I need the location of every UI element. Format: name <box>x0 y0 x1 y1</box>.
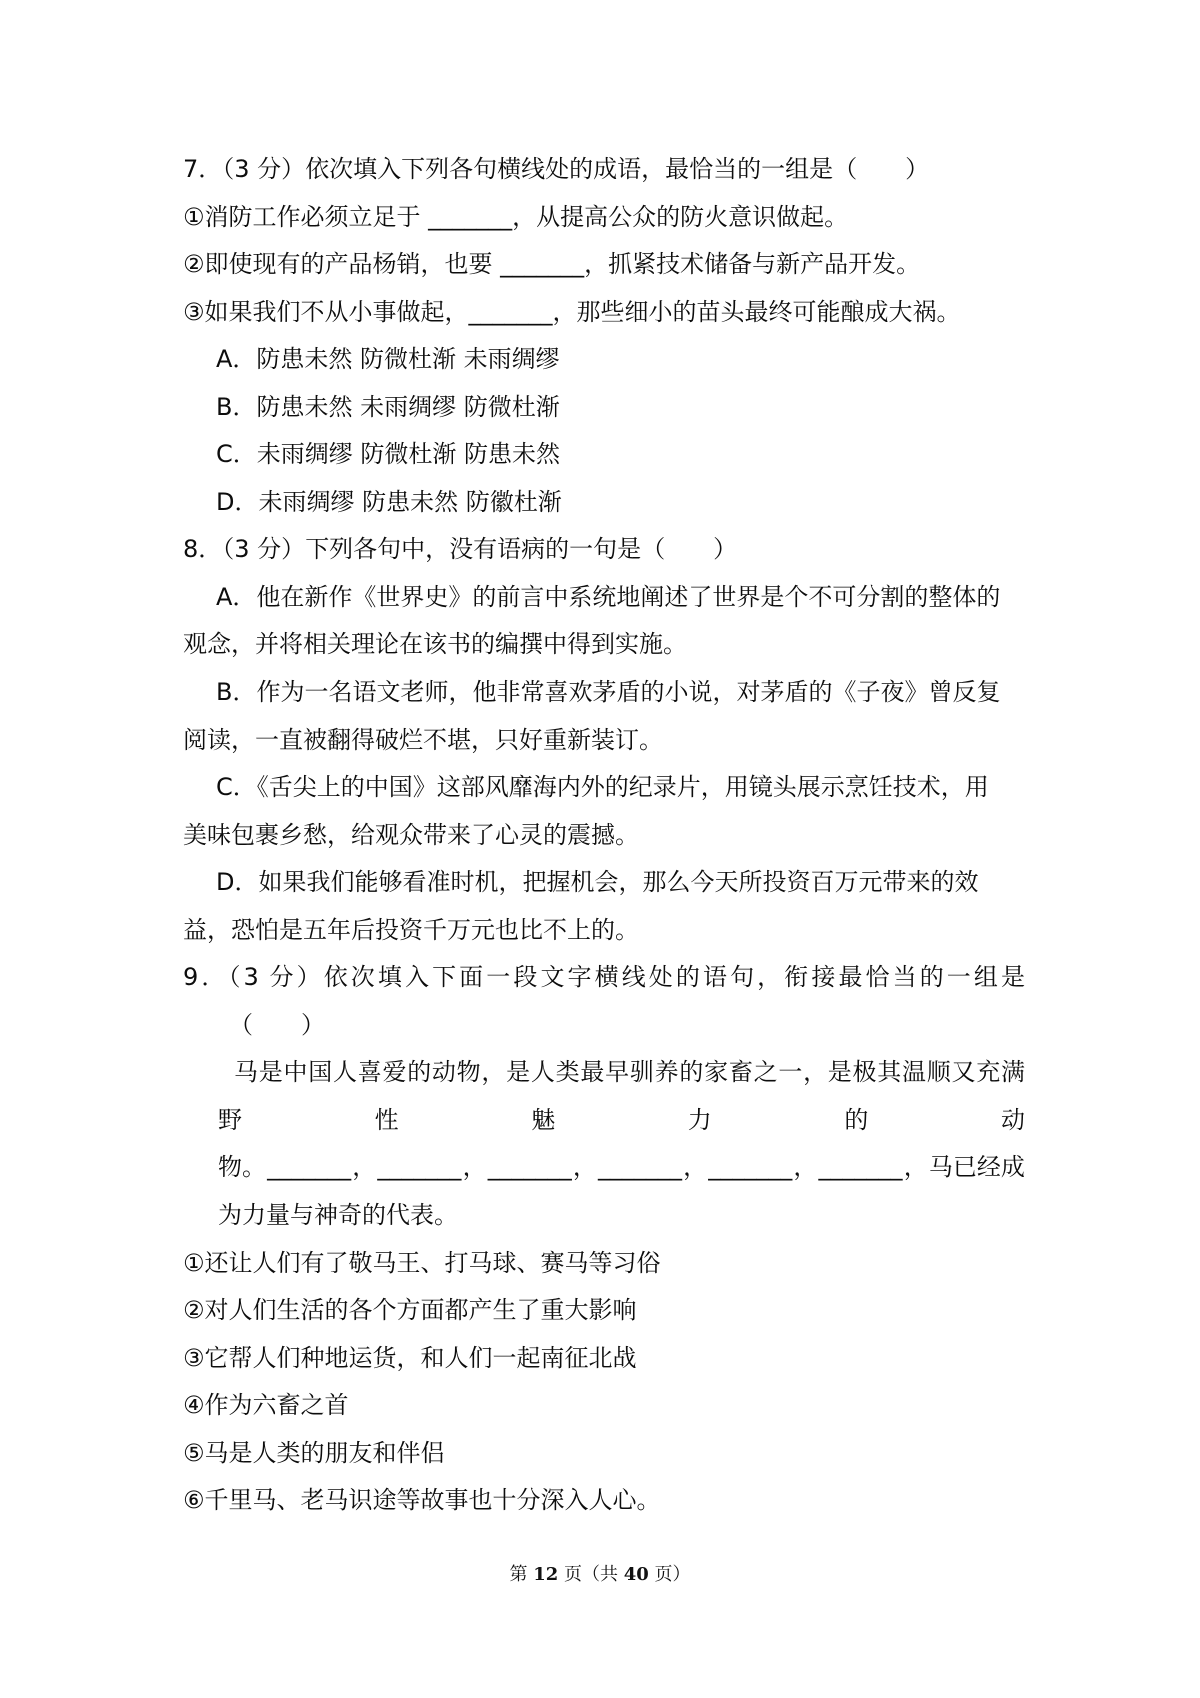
fill-blank: _______ <box>468 297 553 326</box>
question-score: （3 分） <box>228 963 324 992</box>
question-7-sentence-3 <box>0 289 1200 337</box>
question-9-item-2 <box>0 1287 1200 1335</box>
item-text: ①还让人们有了敬马王、打马球、赛马等习俗 <box>183 1248 661 1277</box>
option-label: B． <box>216 678 257 707</box>
option-label: D． <box>216 487 259 516</box>
option-label: D． <box>216 868 259 897</box>
question-8-option-d-line-2 <box>0 907 1200 955</box>
page-footer <box>0 1562 1200 1588</box>
fill-blank: _______ <box>708 1153 793 1182</box>
question-stem-text: 依次填入下面一段文字横线处的语句，衔接最恰当的一组是 <box>323 963 1025 992</box>
fill-blank: _______ <box>818 1153 903 1182</box>
passage-line-4 <box>0 1192 1200 1240</box>
item-text: ⑥千里马、老马识途等故事也十分深入人心。 <box>183 1486 661 1515</box>
option-text: 美味包裹乡愁，给观众带来了心灵的震撼。 <box>183 820 639 849</box>
question-number: 9． <box>183 963 229 992</box>
question-9-item-6 <box>0 1477 1200 1525</box>
question-score: （3 分） <box>222 155 306 183</box>
sentence-tail: ，抓紧技术储备与新产品开发。 <box>584 250 921 279</box>
option-text: 《舌尖上的中国》这部风靡海内外的纪录片，用镜头展示烹饪技术，用 <box>256 773 989 802</box>
option-label: C． <box>216 440 257 469</box>
comma: ， <box>903 1153 928 1182</box>
question-7-stem <box>0 146 1200 194</box>
question-9-item-5 <box>0 1430 1200 1478</box>
option-label: A． <box>216 345 257 374</box>
question-9-item-1 <box>0 1240 1200 1288</box>
question-7-option-d <box>0 479 1200 527</box>
item-text: ④作为六畜之首 <box>183 1391 349 1420</box>
question-9-item-3 <box>0 1335 1200 1383</box>
option-text: 未雨绸缪 防微杜渐 防患未然 <box>256 440 561 469</box>
question-7-sentence-1 <box>0 194 1200 242</box>
option-text: 观念，并将相关理论在该书的编撰中得到实施。 <box>183 630 687 659</box>
question-7-option-c <box>0 431 1200 479</box>
question-7-option-a <box>0 336 1200 384</box>
sentence-tail: ，那些细小的苗头最终可能酿成大祸。 <box>552 297 961 326</box>
question-8-stem <box>0 526 1200 574</box>
question-8-option-c-line-1 <box>0 764 1200 812</box>
passage-char: 动 <box>1000 1105 1025 1134</box>
passage-char: 性 <box>374 1105 399 1134</box>
passage-char: 野 <box>218 1105 242 1134</box>
option-text: 如果我们能够看准时机，把握机会，那么今天所投资百万元带来的效 <box>258 868 979 897</box>
footer-mid: 页（共 <box>558 1564 624 1585</box>
sentence-tail: ，从提高公众的防火意识做起。 <box>512 202 849 231</box>
option-label: B． <box>216 392 257 421</box>
option-text: 未雨绸缪 防患未然 防徽杜渐 <box>258 487 562 516</box>
footer-prefix: 第 <box>509 1564 534 1585</box>
question-8-option-c-line-2 <box>0 812 1200 860</box>
question-number: 8． <box>183 535 223 564</box>
page-content <box>0 146 1200 1525</box>
passage-text: 为力量与神奇的代表。 <box>218 1201 458 1230</box>
passage-char: 魅 <box>531 1105 556 1134</box>
option-text: 防患未然 未雨绸缪 防微杜渐 <box>256 392 560 421</box>
question-7-sentence-2 <box>0 241 1200 289</box>
answer-bracket: （ ） <box>833 155 930 183</box>
passage-text: 马是中国人喜爱的动物，是人类最早驯养的家畜之一，是极其温顺又充满 <box>234 1058 1025 1087</box>
comma: ， <box>683 1153 708 1182</box>
total-page-count: 40 <box>623 1564 649 1585</box>
passage-text: 马已经成 <box>928 1153 1025 1182</box>
question-score: （3 分） <box>222 535 306 564</box>
sentence-lead: ②即使现有的产品杨销，也要 <box>183 250 501 279</box>
sentence-lead: ③如果我们不从小事做起， <box>183 297 469 326</box>
comma: ， <box>352 1153 377 1182</box>
option-label: A． <box>216 582 257 611</box>
question-8-option-b-line-2 <box>0 717 1200 765</box>
passage-char: 力 <box>687 1105 712 1134</box>
fill-blank: _______ <box>267 1153 352 1182</box>
question-9-item-4 <box>0 1382 1200 1430</box>
question-8-option-a-line-2 <box>0 621 1200 669</box>
passage-line-1 <box>0 1049 1025 1097</box>
comma: ， <box>572 1153 597 1182</box>
question-stem-text: 下列各句中，没有语病的一句是 <box>305 535 642 564</box>
question-9-stem <box>0 954 1025 1002</box>
fill-blank: _______ <box>377 1153 462 1182</box>
comma: ， <box>462 1153 487 1182</box>
option-text: 阅读，一直被翻得破烂不堪，只好重新装订。 <box>183 725 663 754</box>
passage-char: 的 <box>844 1105 869 1134</box>
comma: ， <box>793 1153 818 1182</box>
option-text: 防患未然 防微杜渐 未雨绸缪 <box>256 345 560 374</box>
answer-bracket: （ ） <box>641 535 738 564</box>
fill-blank: _______ <box>597 1153 682 1182</box>
question-stem-text: 依次填入下列各句横线处的成语，最恰当的一组是 <box>305 155 834 183</box>
passage-text: 物。 <box>218 1153 266 1182</box>
answer-bracket: （ ） <box>229 1010 325 1039</box>
sentence-lead: ①消防工作必须立足于 <box>183 202 429 231</box>
question-8-option-a-line-1 <box>0 574 1200 622</box>
fill-blank: _______ <box>428 202 513 231</box>
question-number: 7． <box>183 155 223 183</box>
question-8-option-b-line-1 <box>0 669 1200 717</box>
item-text: ③它帮人们种地运货，和人们一起南征北战 <box>183 1343 637 1372</box>
option-text: 他在新作《世界史》的前言中系统地阐述了世界是个不可分割的整体的 <box>256 582 1001 611</box>
current-page-number: 12 <box>533 1564 559 1585</box>
item-text: ⑤马是人类的朋友和伴侣 <box>183 1438 445 1467</box>
option-text: 作为一名语文老师，他非常喜欢茅盾的小说，对茅盾的《子夜》曾反复 <box>256 678 1001 707</box>
item-text: ②对人们生活的各个方面都产生了重大影响 <box>183 1296 637 1325</box>
question-7-option-b <box>0 384 1200 432</box>
question-9-answer-bracket <box>0 1002 1200 1050</box>
question-8-option-d-line-1 <box>0 859 1200 907</box>
passage-line-3 <box>0 1144 1025 1192</box>
option-text: 益，恐怕是五年后投资千万元也比不上的。 <box>183 915 639 944</box>
fill-blank: _______ <box>487 1153 572 1182</box>
footer-suffix: 页） <box>648 1564 691 1585</box>
passage-line-2 <box>0 1097 1025 1145</box>
option-label: C． <box>216 773 257 802</box>
fill-blank: _______ <box>500 250 585 279</box>
